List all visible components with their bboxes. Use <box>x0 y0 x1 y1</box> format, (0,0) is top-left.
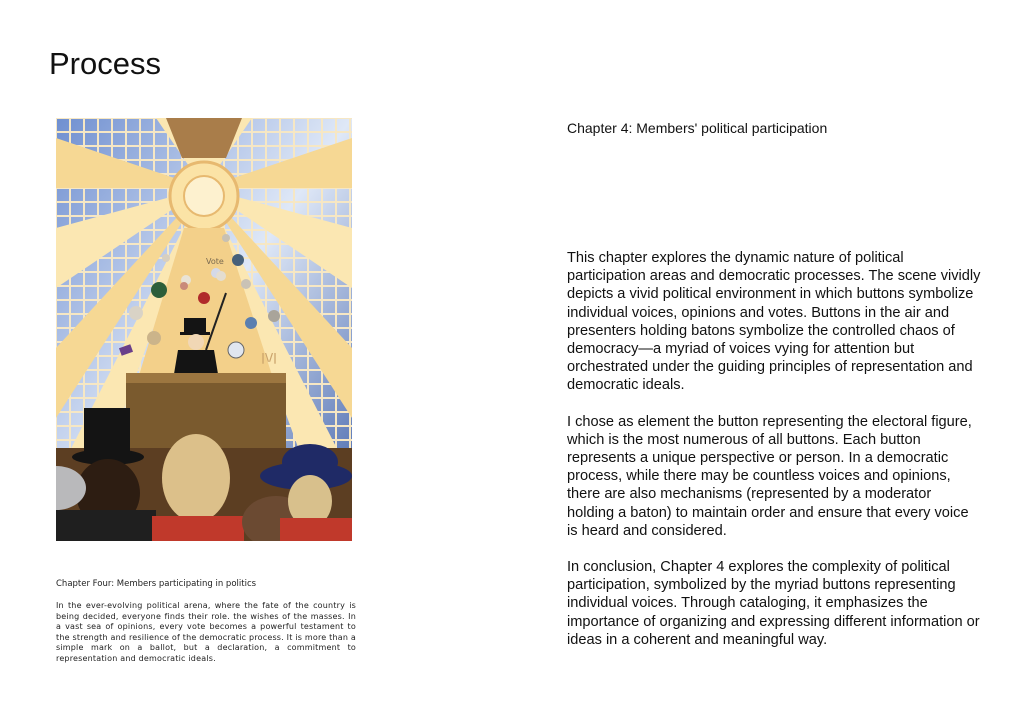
illustration-caption-body: In the ever-evolving political arena, where the fate of the country is being decided, everyone finds their role. the wishes of the masses. In a vast sea of opinions, every vote becomes a powerful testament to the strength and resilience of the democratic process. It is more than a simple mark on a ballot, but a declaration, a commitment to representation and democratic ideals. <box>56 601 356 663</box>
chapter-illustration <box>56 118 352 541</box>
paragraph: I chose as element the button representing the electoral figure, which is the most numerous of all buttons. Each button represents a unique perspective or person. In a democratic process, while there may be countless voices and opinions, there are also mechanisms (represented by a moderator holding a baton) to maintain order and ensure that every voice is heard and considered. <box>567 413 972 539</box>
chapter-heading: Chapter 4: Members' political participation <box>567 120 828 136</box>
svg-text:|\/|: |\/| <box>261 351 278 364</box>
vote-sign: Vote <box>206 257 224 266</box>
illustration-caption-title: Chapter Four: Members participating in politics <box>56 579 257 589</box>
paragraph: This chapter explores the dynamic nature of political participation areas and democratic processes. The scene vividly depicts a vivid political environment in which buttons symbolize individual voices, opinions and votes. Buttons in the air and presenters holding batons symbolize the controlled chaos of democracy—a myriad of voices vying for attention but orchestrated under the guiding principles of representation and democratic ideals. <box>567 250 981 394</box>
page-title: Process <box>49 46 161 81</box>
paragraph: In conclusion, Chapter 4 explores the complexity of political participation, symbolized by the myriad buttons representing individual voices. Through cataloging, it emphasizes the importance of organizing and expressing different information or ideas in a coherent and meaningful way. <box>567 559 980 648</box>
chapter-description <box>567 249 982 667</box>
